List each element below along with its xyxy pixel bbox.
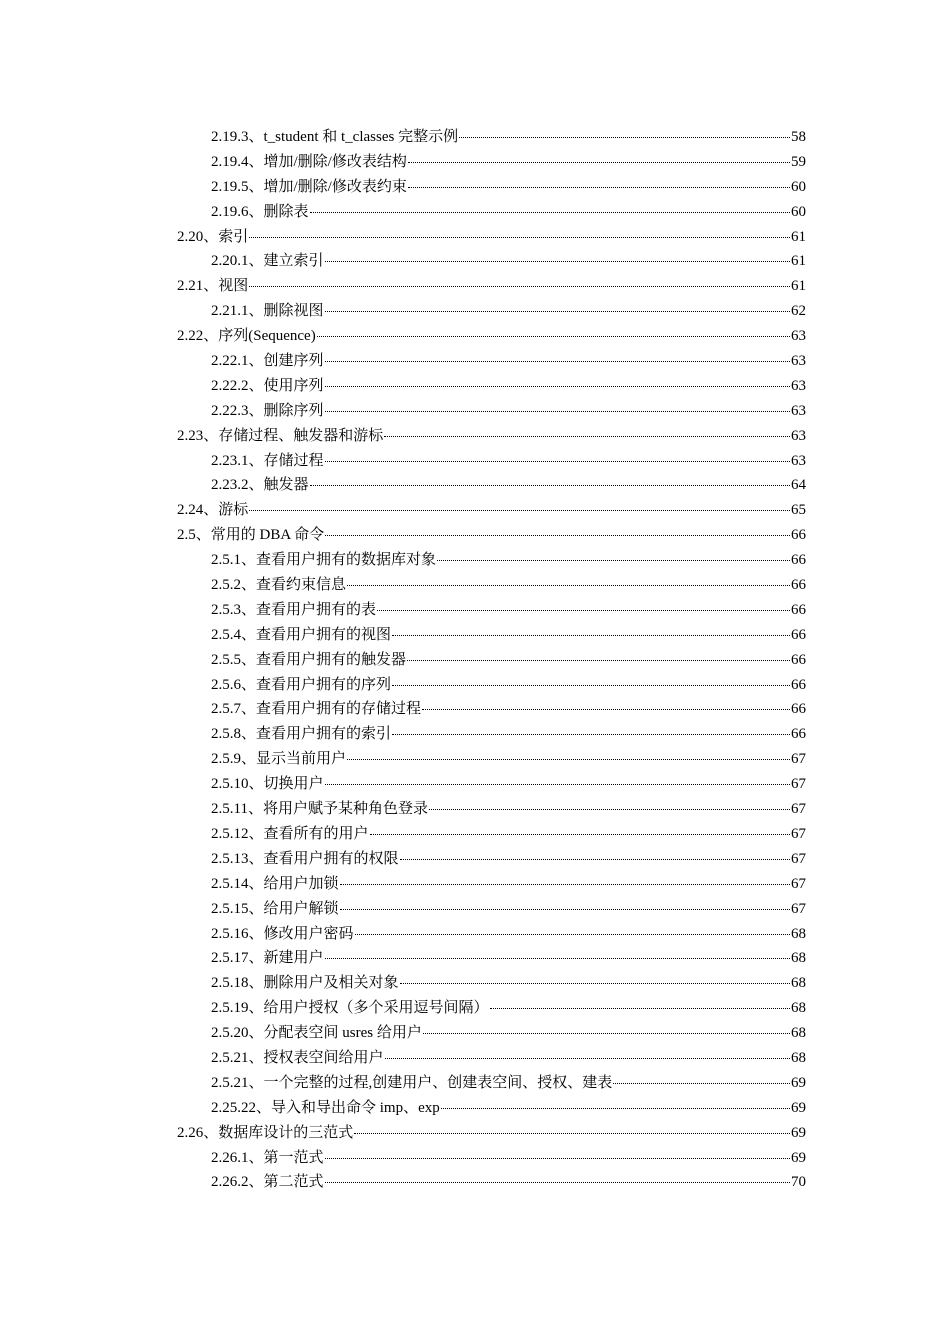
toc-dot-leader	[249, 236, 790, 238]
toc-dot-leader	[347, 758, 790, 760]
toc-entry-title: 2.5.21、授权表空间给用户	[211, 1049, 384, 1066]
toc-entry-page-number: 69	[791, 1074, 806, 1091]
toc-entry[interactable]	[211, 150, 806, 175]
toc-entry[interactable]	[211, 822, 806, 847]
toc-entry-title: 2.22、序列(Sequence)	[177, 328, 316, 345]
toc-entry-page-number: 69	[791, 1124, 806, 1141]
toc-dot-leader	[325, 310, 790, 312]
toc-dot-leader	[422, 708, 790, 710]
toc-dot-leader	[325, 260, 790, 262]
toc-entry-title: 2.5.19、给用户授权（多个采用逗号间隔）	[211, 1000, 489, 1017]
toc-entry[interactable]	[211, 399, 806, 424]
toc-entry-page-number: 69	[791, 1149, 806, 1166]
toc-entry-page-number: 64	[791, 477, 806, 494]
toc-entry-page-number: 63	[791, 402, 806, 419]
toc-dot-leader	[325, 957, 790, 959]
toc-entry-title: 2.5.21、一个完整的过程,创建用户、创建表空间、授权、建表	[211, 1074, 613, 1091]
toc-dot-leader	[325, 534, 790, 536]
toc-entry-page-number: 67	[791, 776, 806, 793]
toc-entry-title: 2.22.1、创建序列	[211, 353, 324, 370]
table-of-contents	[0, 125, 950, 1195]
toc-entry-title: 2.5.8、查看用户拥有的索引	[211, 726, 392, 743]
toc-entry[interactable]	[211, 673, 806, 698]
toc-entry[interactable]	[211, 449, 806, 474]
toc-entry-page-number: 68	[791, 925, 806, 942]
toc-entry-page-number: 70	[791, 1174, 806, 1191]
toc-entry-page-number: 67	[791, 751, 806, 768]
toc-dot-leader	[249, 285, 790, 287]
toc-entry-page-number: 67	[791, 900, 806, 917]
toc-entry-page-number: 66	[791, 651, 806, 668]
toc-entry-title: 2.5.16、修改用户密码	[211, 925, 354, 942]
toc-entry[interactable]	[177, 225, 806, 250]
toc-entry[interactable]	[177, 523, 806, 548]
toc-entry-title: 2.5.15、给用户解锁	[211, 900, 339, 917]
toc-entry-page-number: 63	[791, 328, 806, 345]
toc-entry-title: 2.5.4、查看用户拥有的视图	[211, 626, 392, 643]
toc-entry-title: 2.5.5、查看用户拥有的触发器	[211, 651, 407, 668]
toc-entry[interactable]	[211, 374, 806, 399]
toc-entry-page-number: 67	[791, 850, 806, 867]
toc-entry-title: 2.23、存储过程、触发器和游标	[177, 427, 384, 444]
toc-dot-leader	[441, 1107, 790, 1109]
toc-entry[interactable]	[211, 1170, 806, 1195]
toc-entry[interactable]	[211, 349, 806, 374]
toc-entry-page-number: 60	[791, 203, 806, 220]
toc-entry[interactable]	[177, 1121, 806, 1146]
toc-entry-page-number: 69	[791, 1099, 806, 1116]
toc-dot-leader	[310, 484, 790, 486]
toc-entry[interactable]	[211, 175, 806, 200]
toc-dot-leader	[408, 186, 790, 188]
toc-entry-title: 2.26.2、第二范式	[211, 1174, 324, 1191]
toc-entry-page-number: 66	[791, 601, 806, 618]
toc-entry-page-number: 67	[791, 875, 806, 892]
toc-entry[interactable]	[211, 722, 806, 747]
toc-entry-page-number: 68	[791, 1025, 806, 1042]
toc-entry[interactable]	[211, 946, 806, 971]
toc-dot-leader	[490, 1007, 790, 1009]
toc-entry-title: 2.21、视图	[177, 278, 249, 295]
toc-entry[interactable]	[211, 971, 806, 996]
toc-dot-leader	[613, 1082, 790, 1084]
toc-entry-title: 2.5、常用的 DBA 命令	[177, 527, 325, 544]
toc-dot-leader	[317, 335, 790, 337]
toc-entry[interactable]	[211, 249, 806, 274]
toc-entry-page-number: 66	[791, 626, 806, 643]
toc-entry-page-number: 67	[791, 801, 806, 818]
toc-entry-title: 2.19.5、增加/删除/修改表约束	[211, 178, 407, 195]
toc-entry-page-number: 61	[791, 278, 806, 295]
toc-entry[interactable]	[211, 548, 806, 573]
toc-dot-leader	[429, 808, 790, 810]
toc-entry[interactable]	[211, 872, 806, 897]
toc-entry-title: 2.5.2、查看约束信息	[211, 577, 347, 594]
toc-entry-title: 2.5.6、查看用户拥有的序列	[211, 676, 392, 693]
toc-entry-page-number: 65	[791, 502, 806, 519]
toc-entry[interactable]	[211, 897, 806, 922]
toc-entry-title: 2.5.9、显示当前用户	[211, 751, 347, 768]
toc-entry[interactable]	[211, 648, 806, 673]
toc-dot-leader	[354, 1132, 790, 1134]
toc-entry-title: 2.19.6、删除表	[211, 203, 309, 220]
toc-dot-leader	[392, 684, 790, 686]
toc-entry[interactable]	[211, 847, 806, 872]
toc-entry[interactable]	[177, 324, 806, 349]
toc-entry-page-number: 62	[791, 303, 806, 320]
toc-entry-title: 2.5.17、新建用户	[211, 950, 324, 967]
toc-entry[interactable]	[211, 697, 806, 722]
toc-entry-title: 2.20、索引	[177, 228, 249, 245]
toc-entry-title: 2.22.3、删除序列	[211, 402, 324, 419]
toc-dot-leader	[340, 908, 790, 910]
toc-dot-leader	[347, 584, 790, 586]
toc-entry-page-number: 67	[791, 825, 806, 842]
toc-entry-title: 2.5.20、分配表空间 usres 给用户	[211, 1025, 422, 1042]
toc-dot-leader	[325, 410, 790, 412]
toc-entry[interactable]	[211, 1096, 806, 1121]
toc-dot-leader	[400, 858, 790, 860]
toc-entry-title: 2.5.14、给用户加锁	[211, 875, 339, 892]
toc-entry-page-number: 68	[791, 950, 806, 967]
toc-entry[interactable]	[211, 573, 806, 598]
toc-dot-leader	[408, 161, 790, 163]
toc-dot-leader	[437, 559, 790, 561]
toc-entry-title: 2.5.1、查看用户拥有的数据库对象	[211, 552, 437, 569]
toc-entry-page-number: 66	[791, 527, 806, 544]
toc-entry-title: 2.5.11、将用户赋予某种角色登录	[211, 801, 428, 818]
toc-entry-page-number: 66	[791, 676, 806, 693]
toc-entry[interactable]	[211, 299, 806, 324]
toc-entry[interactable]	[211, 922, 806, 947]
toc-dot-leader	[384, 435, 790, 437]
toc-entry[interactable]	[211, 996, 806, 1021]
toc-entry[interactable]	[177, 274, 806, 299]
toc-dot-leader	[249, 509, 790, 511]
toc-entry-title: 2.5.13、查看用户拥有的权限	[211, 850, 399, 867]
toc-entry[interactable]	[211, 623, 806, 648]
toc-entry[interactable]	[211, 1021, 806, 1046]
toc-entry-page-number: 58	[791, 129, 806, 145]
toc-entry-page-number: 68	[791, 1000, 806, 1017]
toc-entry-page-number: 59	[791, 153, 806, 170]
toc-entry[interactable]	[211, 1146, 806, 1171]
toc-dot-leader	[325, 360, 790, 362]
toc-dot-leader	[325, 1181, 790, 1183]
toc-entry[interactable]	[211, 473, 806, 498]
toc-entry-page-number: 60	[791, 178, 806, 195]
toc-entry[interactable]	[211, 747, 806, 772]
toc-entry-title: 2.23.1、存储过程	[211, 452, 324, 469]
toc-entry-title: 2.19.4、增加/删除/修改表结构	[211, 153, 407, 170]
toc-dot-leader	[325, 460, 790, 462]
toc-entry-title: 2.25.22、导入和导出命令 imp、exp	[211, 1099, 440, 1116]
toc-dot-leader	[355, 933, 790, 935]
toc-entry-title: 2.22.2、使用序列	[211, 377, 324, 394]
toc-entry-title: 2.20.1、建立索引	[211, 253, 324, 270]
toc-entry-page-number: 63	[791, 452, 806, 469]
toc-entry-page-number: 61	[791, 228, 806, 245]
toc-entry[interactable]	[177, 498, 806, 523]
toc-entry-title: 2.5.10、切换用户	[211, 776, 324, 793]
toc-dot-leader	[385, 1057, 790, 1059]
toc-dot-leader	[340, 883, 790, 885]
toc-dot-leader	[370, 833, 790, 835]
toc-entry-page-number: 66	[791, 552, 806, 569]
toc-entry-page-number: 63	[791, 353, 806, 370]
toc-dot-leader	[310, 211, 790, 213]
toc-entry-page-number: 66	[791, 701, 806, 718]
toc-entry-page-number: 63	[791, 427, 806, 444]
toc-entry-title: 2.5.7、查看用户拥有的存储过程	[211, 701, 422, 718]
toc-entry[interactable]	[177, 424, 806, 449]
toc-entry[interactable]	[211, 797, 806, 822]
toc-entry-title: 2.5.3、查看用户拥有的表	[211, 601, 377, 618]
toc-entry-page-number: 66	[791, 577, 806, 594]
toc-entry-page-number: 61	[791, 253, 806, 270]
toc-entry-title: 2.24、游标	[177, 502, 249, 519]
toc-dot-leader	[407, 659, 790, 661]
toc-entry-page-number: 66	[791, 726, 806, 743]
toc-dot-leader	[423, 1032, 790, 1034]
toc-entry-title: 2.21.1、删除视图	[211, 303, 324, 320]
toc-dot-leader	[377, 609, 790, 611]
toc-entry-title: 2.26.1、第一范式	[211, 1149, 324, 1166]
toc-dot-leader	[392, 634, 790, 636]
toc-entry-page-number: 68	[791, 975, 806, 992]
toc-dot-leader	[459, 136, 790, 138]
toc-entry-page-number: 63	[791, 377, 806, 394]
toc-entry-title: 2.19.3、t_student 和 t_classes 完整示例	[211, 129, 459, 145]
toc-dot-leader	[325, 1157, 790, 1159]
toc-dot-leader	[392, 733, 790, 735]
toc-entry[interactable]	[211, 125, 806, 150]
toc-entry-title: 2.5.18、删除用户及相关对象	[211, 975, 399, 992]
toc-entry[interactable]	[211, 200, 806, 225]
toc-entry[interactable]	[211, 1046, 806, 1071]
toc-dot-leader	[325, 385, 790, 387]
toc-entry[interactable]	[211, 1071, 806, 1096]
toc-entry-title: 2.23.2、触发器	[211, 477, 309, 494]
toc-entry-title: 2.5.12、查看所有的用户	[211, 825, 369, 842]
toc-entry-page-number: 68	[791, 1049, 806, 1066]
toc-dot-leader	[325, 783, 790, 785]
toc-entry-title: 2.26、数据库设计的三范式	[177, 1124, 354, 1141]
toc-dot-leader	[400, 982, 790, 984]
toc-entry[interactable]	[211, 772, 806, 797]
toc-entry[interactable]	[211, 598, 806, 623]
